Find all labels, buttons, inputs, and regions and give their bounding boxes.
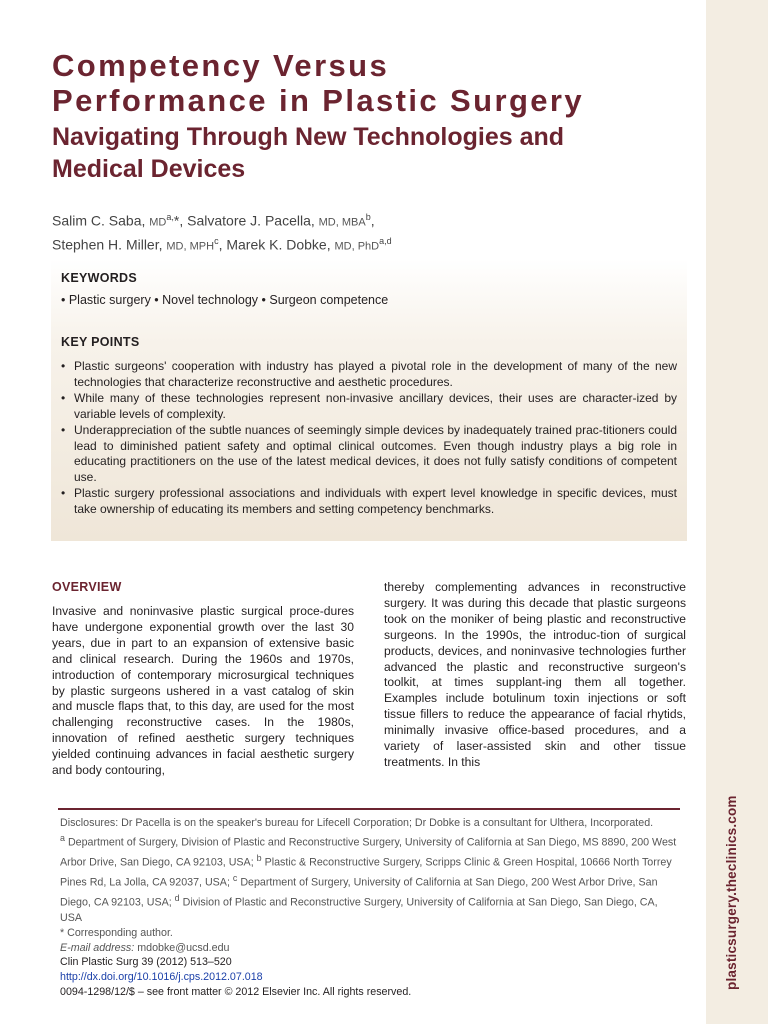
copyright-line: 0094-1298/12/$ – see front matter © 2012 Elsevier Inc. All rights reserved. [60,985,412,998]
author-saba: Salim C. Saba, [52,212,146,229]
author-degree: MD, MPH [166,240,215,253]
footnotes [60,816,680,957]
key-points-heading: KEY POINTS [61,335,140,349]
email-label: E-mail address: [60,942,135,955]
corresponding-author: * Corresponding author. [60,927,173,940]
key-point: • Plastic surgeons' cooperation with industry has played a pivotal role in the development of many of the new technologies that characterize reconstructive and aesthetic procedures. [61,359,677,391]
overview-column-1: Invasive and noninvasive plastic surgical proce-dures have undergone exponential growth over the last 30 years, due in part to an expansion of extensive basic and clinical research. During the 1960s and 1970s, introduction of contemporary microsurgical techniques by plastic surgeons ushered in a vast catalog of skin and muscle flaps that, to this day, are used for the most challenging reconstructive cases. In the 1980s, innovation of refined aesthetic surgery techniques yielded continuing advances in facial aesthetic surgery and body contouring, [52,604,354,778]
author-degree: MD, MBA [318,216,366,229]
affiliation-mark: a, [166,212,174,222]
journal-citation: Clin Plastic Surg 39 (2012) 513–520 [60,956,232,968]
key-point: • Underappreciation of the subtle nuances of seemingly simple devices by inadequately trained prac-titioners could lead to diminished patient safety and optimal clinical outcomes. Even though industry plays a big role in educating practitioners on the use of the latest medical devices, it does not fully satisfy conditions of competent use. [61,423,677,487]
affiliation-mark: c [232,873,238,884]
doi-link[interactable]: http://dx.doi.org/10.1016/j.cps.2012.07.018 [60,970,263,983]
affiliation-mark: a [60,833,65,844]
affiliation-mark: b [365,212,371,222]
affiliation-b: Plastic & Reconstructive Surgery, Scripps Clinic & Green Hospital, 10666 North Torrey Pines Rd, La Jolla, CA 92037, USA; [60,856,672,889]
key-point: • Plastic surgery professional associations and individuals with expert level knowledge in specific devices, must take ownership of educating its members and setting competency benchmarks. [61,486,677,518]
affiliation-mark: b [256,853,262,864]
citation-block [60,955,411,999]
author-degree: MD, PhD [334,240,380,253]
subtitle-line-2: Medical Devices [52,155,246,183]
subtitle-line-1: Navigating Through New Technologies and [52,123,565,151]
journal-website[interactable]: plasticsurgery.theclinics.com [724,795,739,990]
email-address[interactable]: mdobke@ucsd.edu [134,942,230,955]
affiliation-d: Division of Plastic and Reconstructive Surgery, University of California at San Diego, San Diego, CA, USA [60,896,658,924]
title-line-1: Competency Versus [52,48,390,83]
article-title [52,48,584,118]
keywords-heading: KEYWORDS [61,271,138,285]
overview-column-2: thereby complementing advances in reconstructive surgery. It was during this decade that plastic surgeons took on the moniker of being plastic and reconstructive surgeons. In the 1990s, the introduc-tion of surgical products, devices, and noninvasive technologies further advanced the plastic and reconstructive surgeon's toolkit, at times supplant-ing them all together. Examples include botulinum toxin injections or soft tissue fillers to reduce the appearance of facial rhytids, minimally invasive office-based procedures, and a variety of laser-assisted skin and other tissue treatments. In this [384,580,686,769]
overview-heading: OVERVIEW [52,580,122,594]
key-points-list [61,359,677,518]
affiliation-c: Department of Surgery, University of California at San Diego, 200 West Arbor Drive, San Diego, CA 92103, USA; [60,876,658,909]
title-line-2: Performance in Plastic Surgery [52,83,585,118]
corresponding-mark: * [173,212,180,229]
affiliation-mark: c [214,235,219,246]
footnote-divider [58,808,680,810]
author-degree: MD [149,216,167,229]
affiliation-a: Department of Surgery, Division of Plastic and Reconstructive Surgery, University of California at San Diego, MS 8890, 200 West Arbor Drive, San Diego, CA 92103, USA; [60,836,677,869]
author-list: Salim C. Saba, $MD^{a,}*$, Salvatore J. Pacella, MD, MBA$^b$, Stephen H. Miller, MD, MPH$^c$, Marek K. Dobke, MD, PhD$^{a,d}$ [52,212,392,253]
affiliation-mark: a,d [379,235,392,246]
disclosures: Disclosures: Dr Pacella is on the speaker's bureau for Lifecell Corporation; Dr Dobke is a consultant for Ulthera, Incorporated. [60,817,654,829]
keywords-list: • Plastic surgery • Novel technology • Surgeon competence [61,293,389,307]
author-pacella: Salvatore J. Pacella, [187,212,315,229]
author-miller: Stephen H. Miller, [52,236,163,253]
affiliation-mark: d [174,892,180,903]
key-point: • While many of these technologies represent non-invasive ancillary devices, their uses are character-ized by variable levels of complexity. [61,391,677,423]
author-dobke: Marek K. Dobke, [226,236,331,253]
article-subtitle [52,121,692,185]
